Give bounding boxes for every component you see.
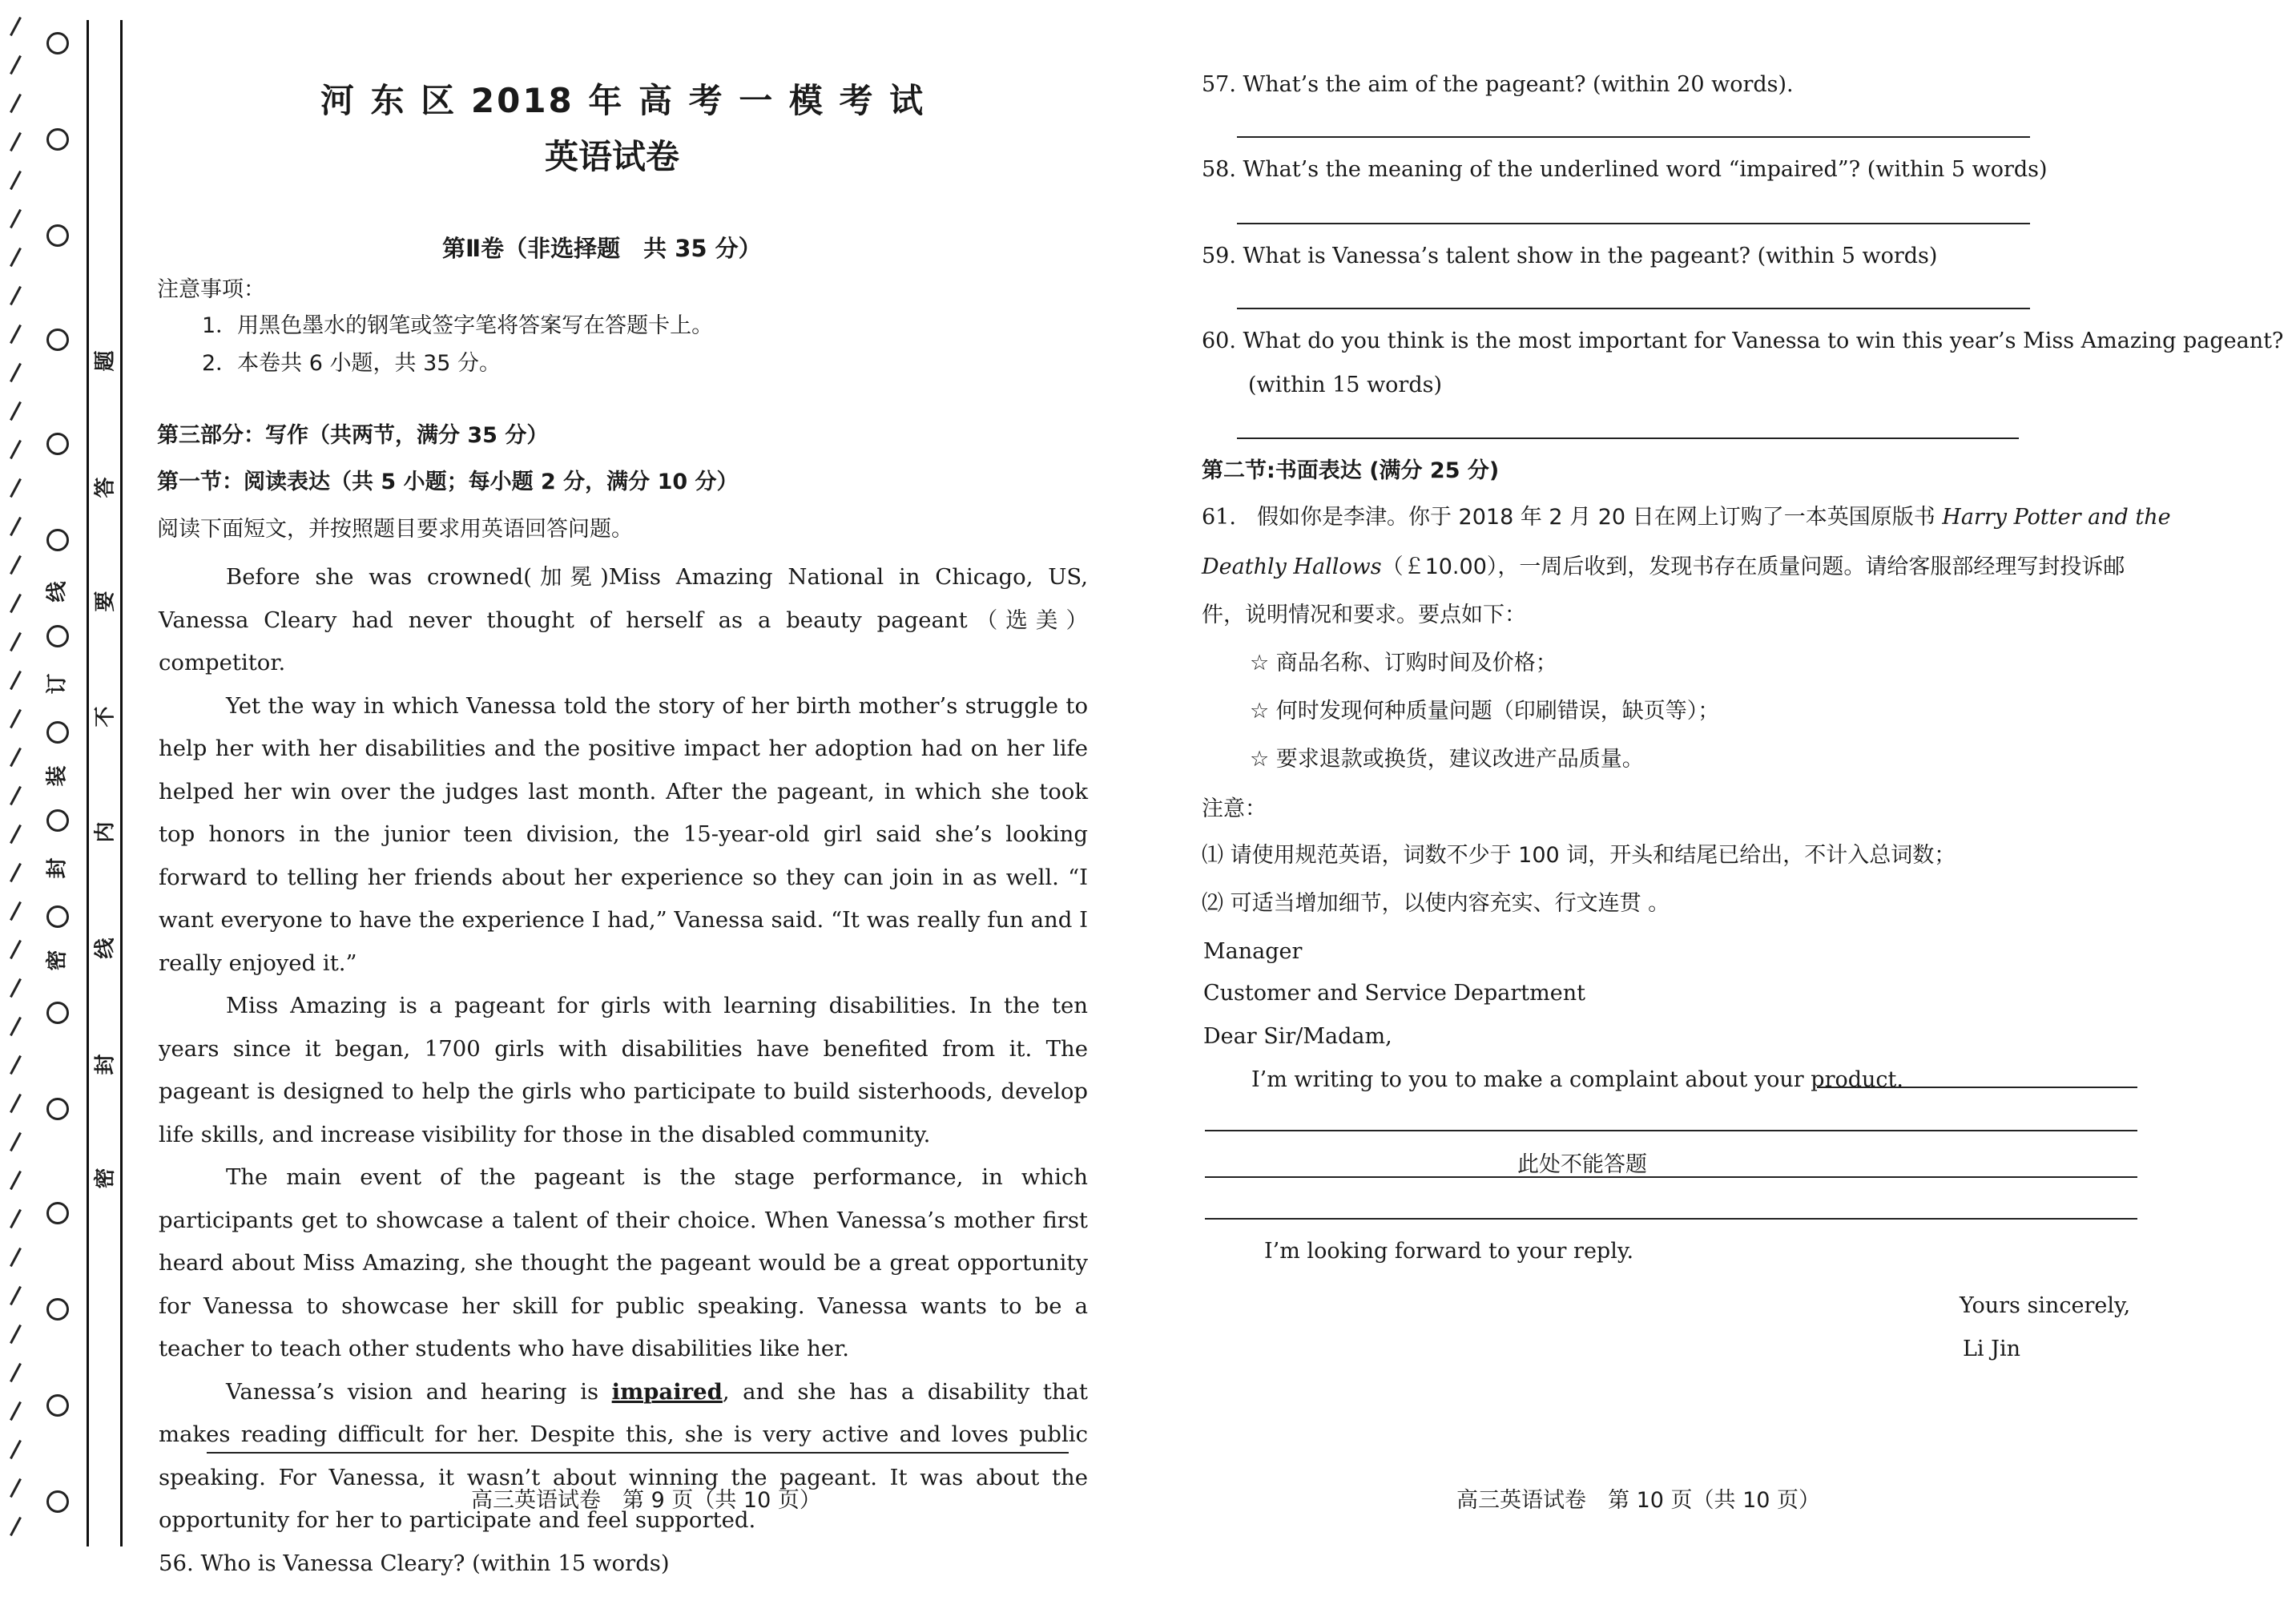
book-title-part2: Deathly Hallows: [1202, 554, 1382, 579]
margin-ring-mark: [46, 1394, 69, 1417]
answer-line-60[interactable]: [1237, 438, 2019, 439]
answer-line-56[interactable]: [207, 1452, 1069, 1454]
margin-slash-mark: [10, 863, 22, 882]
underlined-word-impaired: impaired: [611, 1378, 723, 1405]
margin-slash-mark: [10, 594, 22, 613]
margin-seal-char: 装: [45, 765, 70, 787]
passage-paragraph: The main event of the pageant is the stage performance, in which participants get to showcase a talent of their choice. When Vanessa’s mother first heard about Miss Amazing, she thought the pageant would be a great opportunity for Vanessa to showcase her skill for public speaking. Vanessa wants to be a teacher to teach other students who have disabilities like her.: [159, 1164, 1088, 1361]
margin-ring-mark: [46, 905, 69, 928]
margin-slash-mark: [10, 55, 22, 75]
page-footer-right: 高三英语试卷 第 10 页（共 10 页）: [1456, 1488, 1821, 1513]
margin-slash-mark: [10, 1363, 22, 1382]
passage-paragraph: Yet the way in which Vanessa told the story of her birth mother’s struggle to help her with her disabilities and the positive impact her adoption had on her life helped her win over the judges last month. After the pageant, in which she took top honors in the junior teen division, the 15-year-old girl said she’s looking forward to telling her friends about her experience so they can join in as well. “I want everyone to have the experience I had,” Vanessa said. “It was really fun and I really enjoyed it.”: [159, 692, 1088, 976]
question-58: 58. What’s the meaning of the underlined word “impaired”? (within 5 words): [1202, 157, 2048, 182]
margin-slash-mark: [10, 171, 22, 190]
margin-ring-mark: [46, 128, 69, 151]
letter-salutation: Dear Sir/Madam,: [1203, 1024, 1392, 1049]
para5-before: Vanessa’s vision and hearing is: [226, 1378, 612, 1405]
margin-slash-mark: [10, 401, 22, 421]
margin-seal-char: 密: [45, 950, 70, 971]
question-57: 57. What’s the aim of the pageant? (within 20 words).: [1202, 72, 1794, 97]
margin-slash-mark: [10, 901, 22, 921]
margin-inner-char: 内: [93, 821, 118, 843]
margin-slash-mark: [10, 1325, 22, 1344]
writing-line[interactable]: [1205, 1218, 2137, 1220]
letter-opening: I’m writing to you to make a complaint about your product.: [1251, 1067, 1903, 1092]
para5-after: , and she has a disability that makes reading difficult for her. Despite this, she is very active and loves public speaking. For Vanessa, it wasn’t about winning the pageant. It was about the opportunity for her to participate and feel supported.: [159, 1378, 1088, 1533]
margin-slash-mark: [10, 132, 22, 151]
letter-recipient: Manager: [1203, 939, 1303, 964]
margin-slash-mark: [10, 17, 22, 36]
margin-inner-char: 题: [93, 350, 118, 372]
margin-rule-inner: [120, 20, 123, 1546]
question-61-line1: [1202, 503, 2171, 532]
reading-passage: [159, 556, 1088, 1585]
margin-slash-mark: [10, 709, 22, 728]
margin-slash-mark: [10, 632, 22, 651]
margin-slash-mark: [10, 786, 22, 805]
question-60-limit: (within 15 words): [1248, 373, 1443, 397]
margin-slash-mark: [10, 1401, 22, 1421]
margin-seal-char: 订: [45, 673, 70, 695]
question-61-number: 61.: [1202, 505, 1236, 530]
binding-margin: [0, 0, 118, 1546]
passage-paragraph: Miss Amazing is a pageant for girls with learning disabilities. In the ten years since it began, 1700 girls with disabilities have benefited from it. The pageant is designed to help the girls who participate to build sisterhoods, develop life skills, and increase visibility for those in the disabled community.: [159, 993, 1088, 1147]
question-59: 59. What is Vanessa’s talent show in the pageant? (within 5 words): [1202, 244, 1938, 268]
question-61-text: （￡10.00），一周后收到，发现书存在质量问题。请给客服部经理写封投诉邮: [1381, 554, 2125, 579]
note-item: ⑴ 请使用规范英语，词数不少于 100 词，开头和结尾已给出，不计入总词数；: [1202, 843, 1956, 868]
margin-slash-mark: [10, 555, 22, 575]
margin-slash-mark: [10, 1440, 22, 1459]
margin-ring-mark: [46, 1098, 69, 1120]
margin-inner-char: 要: [93, 591, 118, 612]
note-item: ⑵ 可适当增加细节，以使内容充实、行文连贯 。: [1202, 891, 1670, 916]
margin-slash-mark: [10, 748, 22, 767]
margin-slash-mark: [10, 440, 22, 459]
margin-seal-char: 线: [45, 581, 70, 603]
margin-ring-mark: [46, 32, 69, 54]
margin-inner-char: 密: [93, 1167, 118, 1189]
section1-title: 第一节：阅读表达（共 5 小题；每小题 2 分，满分 10 分）: [157, 470, 739, 494]
margin-slash-mark: [10, 478, 22, 498]
margin-seal-char: 封: [45, 857, 70, 879]
question-61-text: 假如你是李津。你于 2018 年 2 月 20 日在网上订购了一本英国原版书: [1256, 505, 1943, 530]
margin-slash-mark: [10, 1248, 22, 1267]
margin-slash-mark: [10, 1478, 22, 1498]
answer-line-57[interactable]: [1237, 136, 2030, 138]
note-label: 注意：: [1202, 796, 1267, 821]
margin-slash-mark: [10, 1209, 22, 1228]
margin-inner-char: 答: [93, 477, 118, 498]
margin-ring-mark: [46, 224, 69, 247]
writing-line[interactable]: [1817, 1087, 2137, 1088]
no-answer-notice: 此处不能答题: [1517, 1152, 1647, 1177]
margin-inner-char: 不: [93, 706, 118, 728]
margin-slash-mark: [10, 286, 22, 305]
section2-title: 第二节:书面表达 (满分 25 分): [1202, 458, 1500, 483]
section-title: 第Ⅱ卷（非选择题 共 35 分）: [442, 235, 762, 262]
question-56: 56. Who is Vanessa Cleary? (within 15 words): [159, 1550, 670, 1576]
margin-slash-mark: [10, 978, 22, 998]
question-61-line2: [1202, 553, 2125, 582]
notice-item: 1．用黑色墨水的钢笔或签字笔将答案写在答题卡上。: [202, 313, 714, 338]
letter-signoff: Yours sincerely,: [1960, 1293, 2131, 1318]
margin-ring-mark: [46, 721, 69, 744]
page-footer-left: 高三英语试卷 第 9 页（共 10 页）: [471, 1488, 821, 1513]
letter-department: Customer and Service Department: [1203, 981, 1585, 1006]
margin-slash-mark: [10, 1094, 22, 1113]
margin-slash-mark: [10, 94, 22, 113]
margin-ring-mark: [46, 1490, 69, 1513]
notice-item: 2．本卷共 6 小题，共 35 分。: [202, 351, 501, 376]
margin-inner-char: 封: [93, 1054, 118, 1075]
margin-slash-mark: [10, 940, 22, 959]
passage-paragraph: [159, 1371, 1088, 1542]
margin-ring-mark: [46, 1002, 69, 1024]
margin-slash-mark: [10, 825, 22, 844]
exam-title: 河 东 区 2018 年 高 考 一 模 考 试: [320, 81, 926, 120]
margin-inner-char: 线: [93, 938, 118, 959]
letter-closing: I’m looking forward to your reply.: [1264, 1239, 1634, 1264]
answer-line-58[interactable]: [1237, 223, 2030, 224]
margin-slash-mark: [10, 1171, 22, 1190]
letter-signature: Li Jin: [1963, 1337, 2020, 1361]
margin-ring-mark: [46, 1298, 69, 1321]
key-point: ☆ 要求退款或换货，建议改进产品质量。: [1250, 747, 1644, 772]
margin-slash-mark: [10, 1286, 22, 1305]
passage-paragraph: Before she was crowned(加冕)Miss Amazing National in Chicago, US, Vanessa Cleary had never thought of herself as a beauty pageant（选美）competitor.: [159, 564, 1088, 675]
notice-label: 注意事项：: [157, 277, 265, 302]
question-61-line3: 件，说明情况和要求。要点如下：: [1202, 603, 1526, 627]
margin-slash-mark: [10, 671, 22, 690]
margin-slash-mark: [10, 1017, 22, 1036]
key-point: ☆ 商品名称、订购时间及价格；: [1250, 651, 1557, 675]
margin-slash-mark: [10, 1517, 22, 1536]
reading-instruction: 阅读下面短文，并按照题目要求用英语回答问题。: [157, 517, 633, 542]
writing-line[interactable]: [1205, 1176, 2137, 1178]
margin-slash-mark: [10, 209, 22, 228]
margin-slash-mark: [10, 517, 22, 536]
margin-slash-mark: [10, 363, 22, 382]
margin-slash-mark: [10, 325, 22, 344]
key-point: ☆ 何时发现何种质量问题（印刷错误，缺页等）；: [1250, 699, 1720, 724]
book-title-part1: Harry Potter and the: [1942, 505, 2171, 530]
part3-title: 第三部分：写作（共两节，满分 35 分）: [157, 423, 549, 448]
margin-slash-mark: [10, 1055, 22, 1075]
question-60: 60. What do you think is the most important for Vanessa to win this year’s Miss Amazing pageant?: [1202, 329, 2284, 353]
margin-ring-mark: [46, 433, 69, 455]
margin-ring-mark: [46, 809, 69, 832]
margin-slash-mark: [10, 248, 22, 267]
margin-ring-mark: [46, 1202, 69, 1224]
margin-rule-outer: [87, 20, 89, 1546]
exam-subtitle: 英语试卷: [545, 137, 680, 176]
margin-ring-mark: [46, 529, 69, 551]
margin-ring-mark: [46, 329, 69, 351]
writing-line[interactable]: [1205, 1130, 2137, 1131]
margin-ring-mark: [46, 625, 69, 647]
margin-slash-mark: [10, 1132, 22, 1151]
answer-line-59[interactable]: [1237, 308, 2030, 309]
